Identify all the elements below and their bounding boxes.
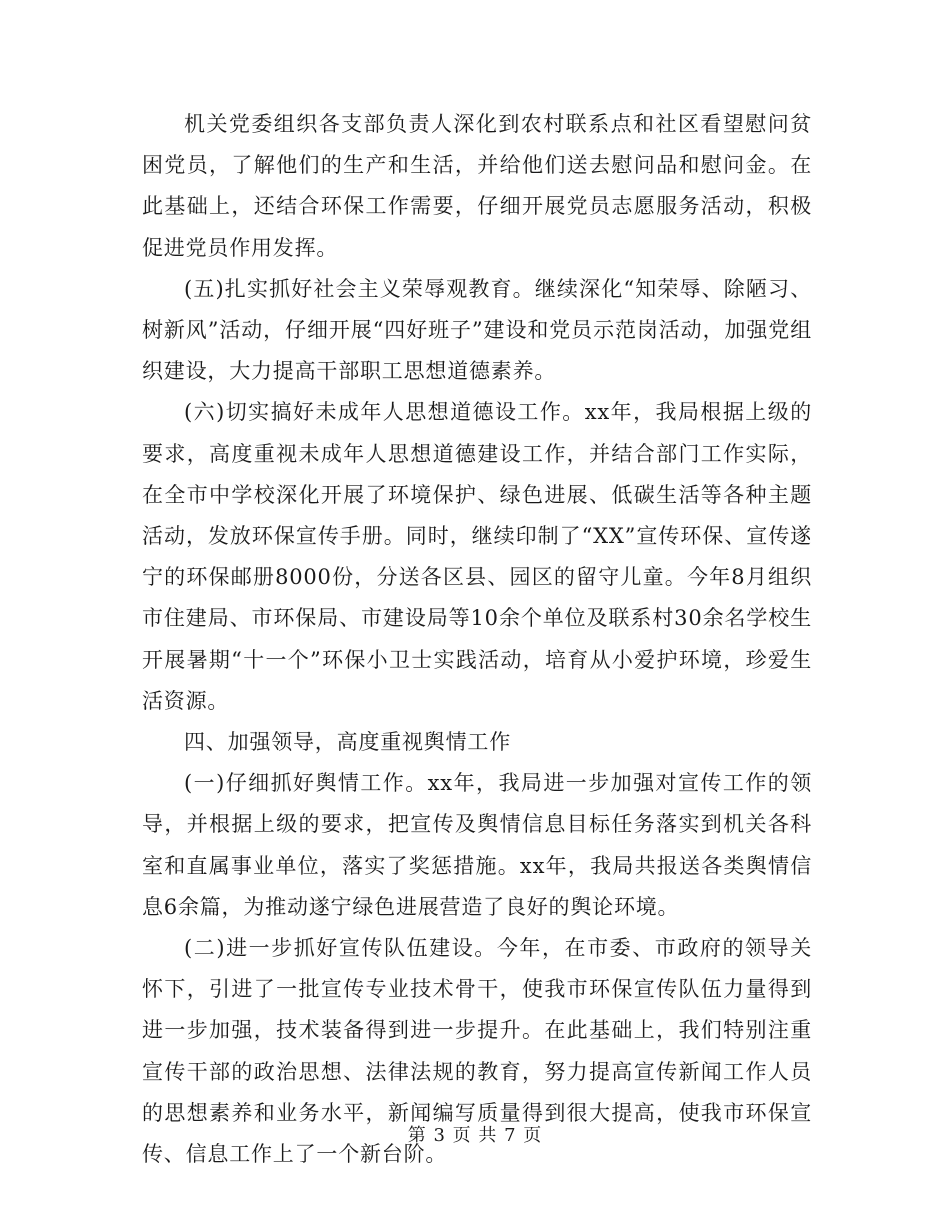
- paragraph-honor-education: (五)扎实抓好社会主义荣辱观教育。继续深化“知荣辱、除陋习、树新风”活动，仔细开展“四好班子”建设和党员示范岗活动，加强党组织建设，大力提高干部职工思想道德素养。: [142, 276, 812, 384]
- document-body: [142, 104, 812, 1175]
- paragraph-minors-moral: (六)切实搞好未成年人思想道德设工作。xx年，我局根据上级的要求，高度重视未成年人思想道德建设工作，并结合部门工作实际，在全市中学校深化开展了环境保护、绿色进展、低碳生活等各种主题活动，发放环保宣传手册。同时，继续印制了“XX”宣传环保、宣传遂宁的环保邮册8000份，分送各区县、园区的留守儿童。今年8月组织市住建局、市环保局、市建设局等10余个单位及联系村30余名学校生开展暑期“十一个”环保小卫士实践活动，培育从小爱护环境，珍爱生活资源。: [142, 400, 812, 713]
- paragraph-party-visits: 机关党委组织各支部负责人深化到农村联系点和社区看望慰问贫困党员，了解他们的生产和生活，并给他们送去慰问品和慰问金。在此基础上，还结合环保工作需要，仔细开展党员志愿服务活动，积极促进党员作用发挥。: [142, 112, 812, 260]
- paragraph-public-opinion: (一)仔细抓好舆情工作。xx年，我局进一步加强对宣传工作的领导，并根据上级的要求，把宣传及舆情信息目标任务落实到机关各科室和直属事业单位，落实了奖惩措施。xx年，我局共报送各类舆情信息6余篇，为推动遂宁绿色进展营造了良好的舆论环境。: [142, 771, 812, 919]
- paragraph-team-building: (二)进一步抓好宣传队伍建设。今年，在市委、市政府的领导关怀下，引进了一批宣传专业技术骨干，使我市环保宣传队伍力量得到进一步加强，技术装备得到进一步提升。在此基础上，我们特别注重宣传干部的政治思想、法律法规的教育，努力提高宣传新闻工作人员的思想素养和业务水平，新闻编写质量得到很大提高，使我市环保宣传、信息工作上了一个新台阶。: [142, 936, 812, 1167]
- section-heading: 四、加强领导，高度重视舆情工作: [184, 730, 511, 755]
- page-number-footer: 第 3 页 共 7 页: [407, 1125, 543, 1146]
